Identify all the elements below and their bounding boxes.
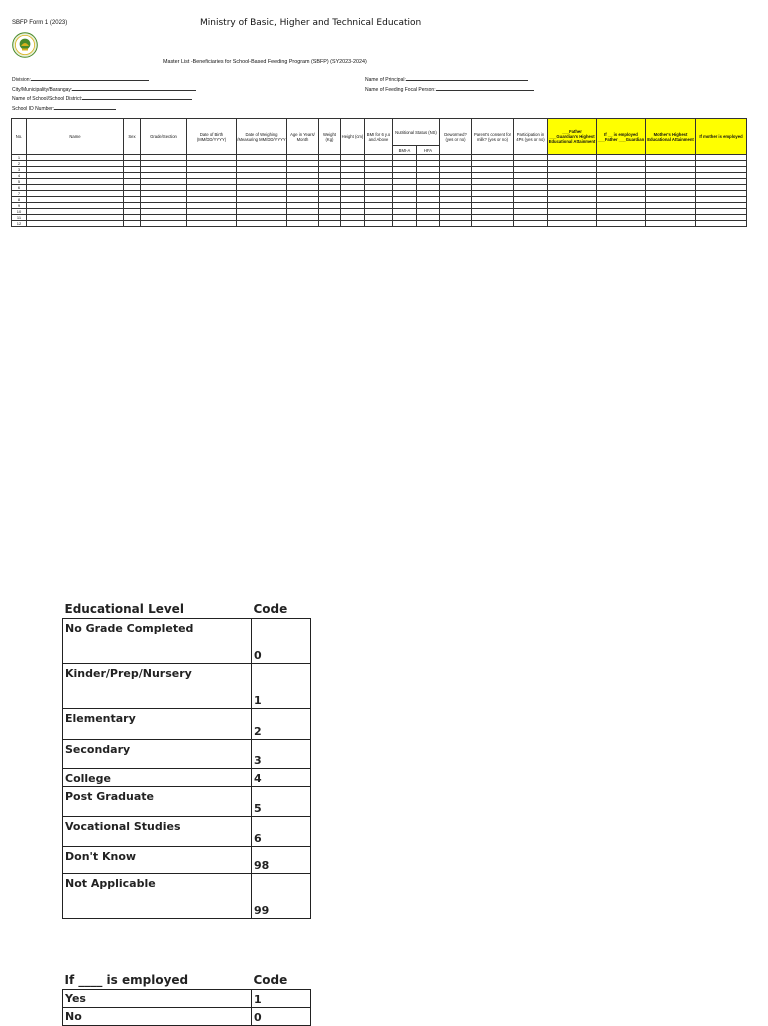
header-age: Age in Years/ Month [287, 119, 319, 155]
employment-option: Yes [63, 990, 252, 1008]
header-bmi: BMI for 6 y.o and Above [365, 119, 393, 155]
table-row [63, 769, 311, 787]
header-hfa: HFA [417, 146, 440, 155]
table-row [63, 619, 311, 664]
row-number: 5 [12, 179, 27, 185]
table-cell[interactable] [187, 221, 237, 227]
row-number: 7 [12, 191, 27, 197]
row-number: 1 [12, 155, 27, 161]
education-level: Kinder/Prep/Nursery [63, 664, 252, 709]
ministry-title: Ministry of Basic, Higher and Technical Education [200, 18, 422, 28]
beneficiaries-table [11, 118, 747, 227]
education-code: 3 [252, 740, 311, 769]
table-row [63, 990, 311, 1008]
header-nutritional-status: Nutritional Status (NS) [393, 119, 440, 146]
table-cell[interactable] [417, 221, 440, 227]
education-code: 99 [252, 874, 311, 919]
employment-code-header: Code [253, 973, 288, 987]
school-line [12, 94, 196, 104]
table-cell[interactable] [237, 221, 287, 227]
table-cell[interactable] [141, 221, 187, 227]
table-cell[interactable] [548, 221, 597, 227]
table-cell[interactable] [124, 221, 141, 227]
city-line [12, 85, 196, 95]
division-blank[interactable] [31, 75, 149, 81]
table-row [63, 787, 311, 817]
header-dob: Date of Birth (MM/DD/YYYY) [187, 119, 237, 155]
education-level: Elementary [63, 709, 252, 740]
table-row [63, 709, 311, 740]
school-label: Name of School/School District: [12, 96, 83, 102]
education-level: Post Graduate [63, 787, 252, 817]
schoolid-blank[interactable] [54, 104, 116, 110]
ministry-seal-logo [12, 32, 38, 58]
education-level-header: Educational Level [64, 602, 184, 616]
header-grade: Grade/Section [141, 119, 187, 155]
table-cell[interactable] [597, 221, 646, 227]
table-cell[interactable] [287, 221, 319, 227]
education-code: 4 [252, 769, 311, 787]
header-father-employed: If __ is employed ___Father ___Guardian [597, 119, 646, 155]
focal-line [365, 85, 534, 95]
table-cell[interactable] [440, 221, 472, 227]
employment-option: No [63, 1008, 252, 1026]
education-code: 2 [252, 709, 311, 740]
header-4ps: Participation in 4Ps (yes or no) [514, 119, 548, 155]
row-number: 2 [12, 161, 27, 167]
education-code: 1 [252, 664, 311, 709]
employment-code: 1 [252, 990, 311, 1008]
row-number: 4 [12, 173, 27, 179]
table-row [63, 1008, 311, 1026]
education-code: 0 [252, 619, 311, 664]
header-no: No. [12, 119, 27, 155]
header-weight: Weight (Kg) [319, 119, 341, 155]
row-number: 9 [12, 203, 27, 209]
header-father-education: ___Father ___Guardian's Highest Educational Attainment [548, 119, 597, 155]
header-height: Height (cm) [341, 119, 365, 155]
table-cell[interactable] [646, 221, 696, 227]
education-level: College [63, 769, 252, 787]
principal-line [365, 75, 534, 85]
header-mother-education: Mother's Highest Educational Attainment [646, 119, 696, 155]
table-body [12, 155, 747, 227]
table-row [63, 664, 311, 709]
row-number: 8 [12, 197, 27, 203]
focal-label: Name of Feeding Focal Person: [365, 86, 436, 93]
employment-code-table [62, 973, 311, 1026]
row-number: 12 [12, 221, 27, 227]
header-sex: Sex [124, 119, 141, 155]
table-row [63, 817, 311, 847]
schoolid-line [12, 104, 196, 114]
table-row [63, 847, 311, 874]
employment-code: 0 [252, 1008, 311, 1026]
education-level: Not Applicable [63, 874, 252, 919]
city-label: City/Municipality/Barangay: [12, 86, 73, 93]
header-mother-employed: If mother is employed [696, 119, 747, 155]
master-list-title: Master List -Beneficiaries for School-Based Feeding Program (SBFP) (SY2023-2024) [163, 59, 367, 65]
table-cell[interactable] [27, 221, 124, 227]
education-code-table [62, 602, 311, 919]
header-dewormed: Dewormed? (yes or no) [440, 119, 472, 155]
education-level: No Grade Completed [63, 619, 252, 664]
employment-header: If ____ is employed [64, 973, 189, 987]
division-label: Division: [12, 77, 31, 83]
principal-label: Name of Principal: [365, 77, 406, 83]
principal-blank[interactable] [406, 75, 528, 81]
table-row [63, 874, 311, 919]
education-code-header: Code [253, 602, 288, 616]
table-header-row [12, 119, 747, 146]
info-right [365, 75, 534, 94]
header-milk-consent: Parent's consent for milk? (yes or no) [472, 119, 514, 155]
education-level: Don't Know [63, 847, 252, 874]
header-weighing-date: Date of Weighing /Measuring MM/DD/YYYY [237, 119, 287, 155]
table-row [12, 221, 747, 227]
schoolid-label: School ID Number: [12, 105, 55, 112]
info-left [12, 75, 196, 113]
school-blank[interactable] [82, 94, 192, 100]
education-code: 98 [252, 847, 311, 874]
education-code: 5 [252, 787, 311, 817]
table-cell[interactable] [393, 221, 417, 227]
table-row [63, 740, 311, 769]
focal-blank[interactable] [436, 85, 534, 91]
row-number: 3 [12, 167, 27, 173]
row-number: 10 [12, 209, 27, 215]
table-cell[interactable] [365, 221, 393, 227]
education-level: Secondary [63, 740, 252, 769]
row-number: 11 [12, 215, 27, 221]
division-line [12, 75, 196, 85]
city-blank[interactable] [72, 85, 196, 91]
table-cell[interactable] [472, 221, 514, 227]
education-level: Vocational Studies [63, 817, 252, 847]
employment-header-row [63, 973, 311, 990]
table-cell[interactable] [696, 221, 747, 227]
header-bmi-a: BMI-A [393, 146, 417, 155]
header-name: Name [27, 119, 124, 155]
table-cell[interactable] [341, 221, 365, 227]
education-code: 6 [252, 817, 311, 847]
form-label: SBFP Form 1 (2023) [12, 20, 68, 26]
table-cell[interactable] [514, 221, 548, 227]
table-cell[interactable] [319, 221, 341, 227]
education-header-row [63, 602, 311, 619]
row-number: 6 [12, 185, 27, 191]
